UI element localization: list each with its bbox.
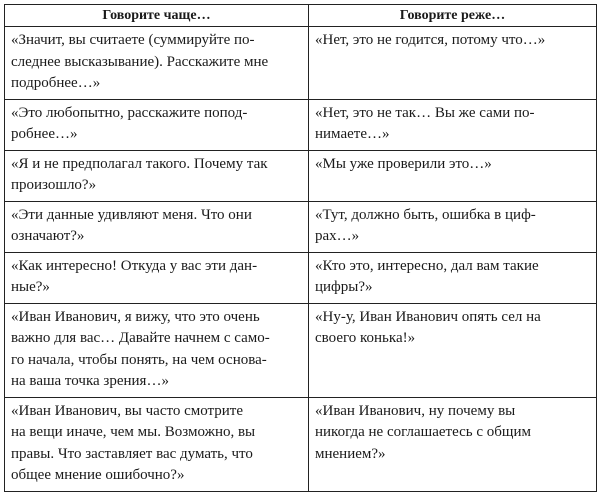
table-row <box>5 27 597 100</box>
table-body <box>5 27 597 492</box>
say-more-cell: «Эти данные удивляют меня. Что они означают?» <box>5 201 309 252</box>
say-more-cell: «Как интересно! Откуда у вас эти дан- ные?» <box>5 252 309 303</box>
header-row <box>5 5 597 27</box>
say-less-cell: «Ну-у, Иван Иванович опять сел на своего конька!» <box>309 303 597 397</box>
table-row <box>5 397 597 491</box>
say-less-cell: «Мы уже проверили это…» <box>309 150 597 201</box>
say-more-cell: «Я и не предполагал такого. Почему так произошло?» <box>5 150 309 201</box>
table-row <box>5 303 597 397</box>
say-less-cell: «Тут, должно быть, ошибка в циф- рах…» <box>309 201 597 252</box>
header-say-more: Говорите чаще… <box>5 5 309 27</box>
say-less-cell: «Нет, это не так… Вы же сами по- нимаете…» <box>309 99 597 150</box>
say-less-cell: «Нет, это не годится, потому что…» <box>309 27 597 100</box>
table-row <box>5 201 597 252</box>
say-more-cell: «Иван Иванович, вы часто смотрите на вещи иначе, чем мы. Возможно, вы правы. Что заставляет вас думать, что общее мнение ошибочно?» <box>5 397 309 491</box>
table-row <box>5 252 597 303</box>
header-say-less: Говорите реже… <box>309 5 597 27</box>
table-header <box>5 5 597 27</box>
say-more-cell: «Значит, вы считаете (суммируйте по- следнее высказывание). Расскажите мне подробнее…» <box>5 27 309 100</box>
table-row <box>5 150 597 201</box>
phrases-table <box>4 4 597 492</box>
table-row <box>5 99 597 150</box>
say-less-cell: «Кто это, интересно, дал вам такие цифры?» <box>309 252 597 303</box>
say-less-cell: «Иван Иванович, ну почему вы никогда не соглашаетесь с общим мнением?» <box>309 397 597 491</box>
say-more-cell: «Иван Иванович, я вижу, что это очень важно для вас… Давайте начнем с само- го начала, чтобы понять, на чем основа- на ваша точка зрения…» <box>5 303 309 397</box>
say-more-cell: «Это любопытно, расскажите попод- робнее…» <box>5 99 309 150</box>
